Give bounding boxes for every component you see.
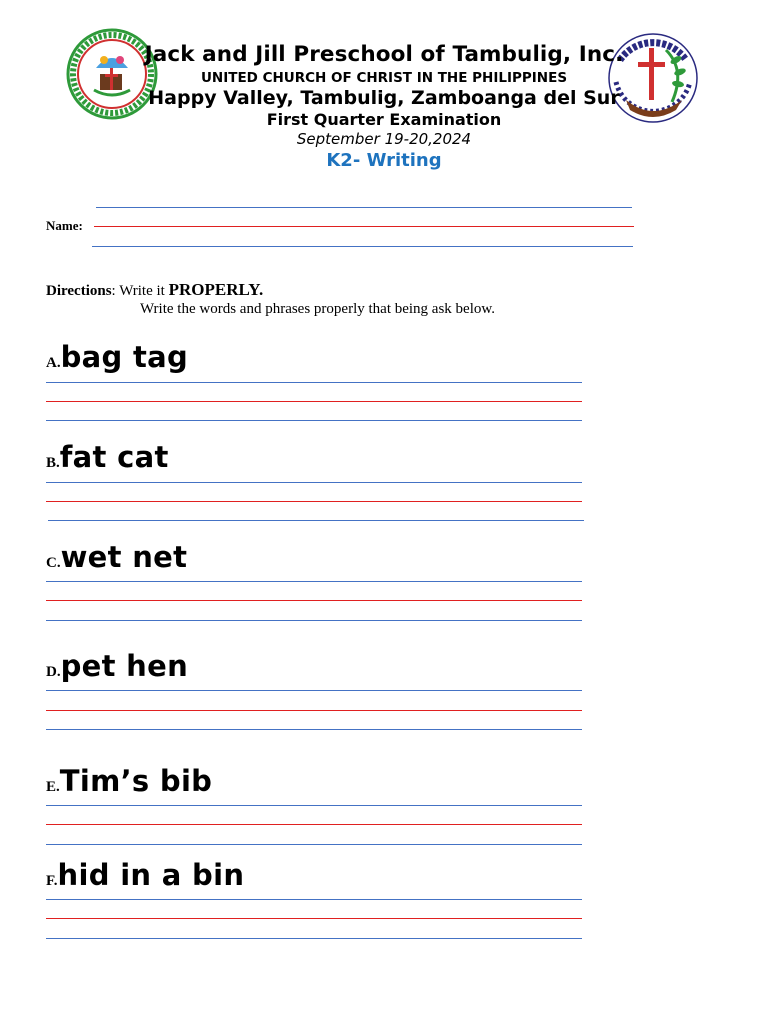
- writing-rule-top: [46, 482, 582, 483]
- directions-emphasis: PROPERLY.: [168, 280, 264, 299]
- writing-rule-bottom: [46, 420, 582, 421]
- list-item: [46, 858, 244, 892]
- school-name: Jack and Jill Preschool of Tambulig, Inc.: [144, 42, 624, 67]
- writing-rule-top: [46, 581, 582, 582]
- item-letter: B.: [46, 455, 60, 471]
- item-word: Tim’s bib: [59, 764, 213, 798]
- list-item: [46, 649, 188, 683]
- writing-rule-bottom: [46, 938, 582, 939]
- writing-rule-bottom: [48, 520, 584, 521]
- school-address: Happy Valley, Tambulig, Zamboanga del Sur: [148, 87, 620, 109]
- directions-lead: Write it: [119, 283, 169, 299]
- name-rule-top: [96, 207, 632, 208]
- writing-rule-bottom: [46, 844, 582, 845]
- church-name: UNITED CHURCH OF CHRIST IN THE PHILIPPINES: [200, 70, 568, 86]
- name-rule-middle[interactable]: [94, 226, 634, 227]
- writing-rule-middle[interactable]: [46, 401, 582, 402]
- directions-label: Directions: [46, 283, 112, 299]
- writing-rule-middle[interactable]: [46, 918, 582, 919]
- item-letter: C.: [46, 555, 61, 571]
- writing-rule-top: [46, 690, 582, 691]
- item-letter: F.: [46, 873, 58, 889]
- writing-rule-middle[interactable]: [46, 824, 582, 825]
- item-word: bag tag: [60, 340, 189, 374]
- item-letter: A.: [46, 355, 61, 371]
- item-letter: E.: [46, 779, 60, 795]
- name-rule-bottom: [92, 246, 633, 247]
- writing-rule-bottom: [46, 620, 582, 621]
- exam-date: September 19-20,2024: [296, 130, 472, 148]
- writing-rule-top: [46, 899, 582, 900]
- exam-title: First Quarter Examination: [266, 110, 502, 129]
- directions-text: Write the words and phrases properly that being ask below.: [140, 301, 495, 317]
- name-label: Name:: [46, 218, 83, 233]
- writing-rule-middle[interactable]: [46, 600, 582, 601]
- item-word: fat cat: [59, 440, 169, 474]
- subject-title: K2- Writing: [326, 150, 442, 171]
- list-item: [46, 540, 187, 574]
- item-letter: D.: [46, 664, 61, 680]
- item-word: pet hen: [60, 649, 189, 683]
- item-word: wet net: [60, 540, 188, 574]
- list-item: [46, 440, 169, 474]
- writing-rule-bottom: [46, 729, 582, 730]
- list-item: [46, 764, 212, 798]
- writing-rule-top: [46, 382, 582, 383]
- writing-rule-middle[interactable]: [46, 501, 582, 502]
- item-word: hid in a bin: [57, 858, 245, 892]
- directions-colon: :: [111, 283, 120, 299]
- directions-line: [46, 280, 263, 300]
- writing-rule-middle[interactable]: [46, 710, 582, 711]
- list-item: [46, 340, 188, 374]
- writing-rule-top: [46, 805, 582, 806]
